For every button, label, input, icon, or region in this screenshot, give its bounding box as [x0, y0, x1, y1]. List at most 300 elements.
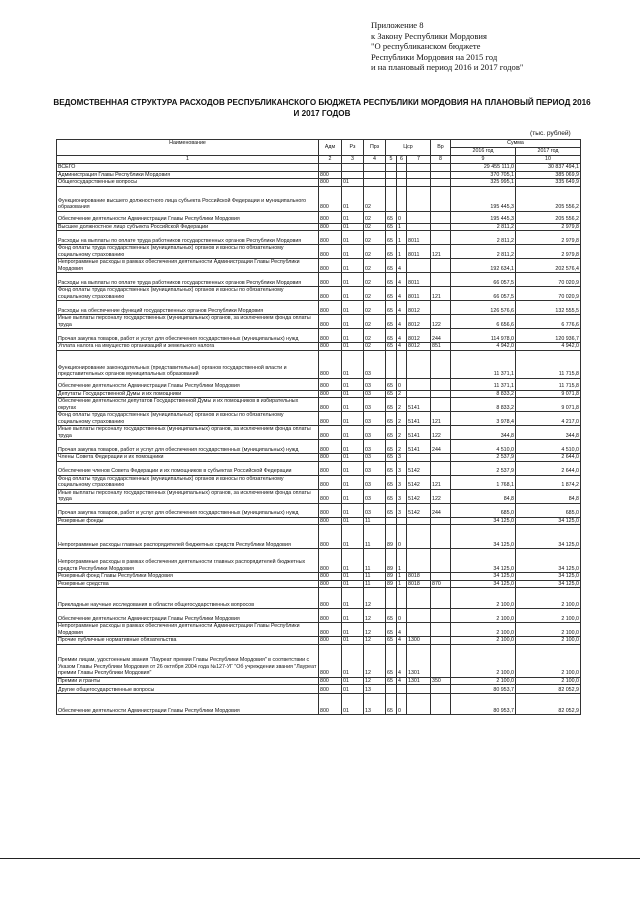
cell-sum-2017: 2 100,0	[516, 623, 581, 637]
cell-name: Прикладные научные исследования в области общегосударственных вопросов	[57, 588, 319, 609]
cell-vr	[431, 637, 451, 645]
cell-csr-program: 65	[386, 644, 397, 677]
cell-csr-subprogram: 1	[397, 580, 407, 588]
cell-prz: 11	[364, 525, 386, 549]
cell-csr-subprogram: 1	[397, 549, 407, 573]
cell-csr-program: 65	[386, 489, 397, 503]
table-row	[57, 489, 581, 503]
cell-csr-subprogram: 1	[397, 231, 407, 245]
cell-prz: 03	[364, 489, 386, 503]
cell-prz: 03	[364, 503, 386, 517]
cell-sum-2016: 34 125,0	[451, 580, 516, 588]
cell-name: Расходы на обеспечение функций государственных органов Республики Мордовия	[57, 301, 319, 315]
cell-csr-program	[386, 588, 397, 609]
cell-name: Непрограммные расходы главных распорядителей бюджетных средств Республики Мордовия	[57, 525, 319, 549]
cell-adm: 800	[319, 390, 342, 398]
cell-sum-2017: 82 052,9	[516, 694, 581, 715]
table-row	[57, 440, 581, 454]
cell-prz: 02	[364, 273, 386, 287]
cell-prz: 02	[364, 186, 386, 211]
cell-csr-direction: 8018	[407, 580, 431, 588]
cell-vr	[431, 573, 451, 581]
cell-rz	[342, 164, 364, 172]
cell-sum-2017: 2 979,8	[516, 245, 581, 259]
cell-sum-2016: 4 942,0	[451, 343, 516, 351]
cell-csr-subprogram: 3	[397, 475, 407, 489]
cell-rz: 01	[342, 223, 364, 231]
cell-vr: 122	[431, 489, 451, 503]
cell-adm: 800	[319, 573, 342, 581]
cell-csr-direction	[407, 164, 431, 172]
cell-name: Непрограммные расходы в рамках обеспечения деятельности главных распорядителей бюджетных средств Республики Мордовия	[57, 549, 319, 573]
cell-rz	[342, 171, 364, 179]
cell-name: ВСЕГО	[57, 164, 319, 172]
header-adm: Адм	[319, 140, 342, 156]
cell-sum-2016: 685,0	[451, 503, 516, 517]
cell-csr-direction	[407, 378, 431, 390]
cell-name: Фонд оплаты труда государственных (муниципальных) органов и взносы по обязательному социальному страхованию	[57, 412, 319, 426]
cell-prz: 12	[364, 644, 386, 677]
cell-prz: 11	[364, 573, 386, 581]
cell-sum-2017: 9 071,8	[516, 390, 581, 398]
cell-csr-subprogram: 3	[397, 454, 407, 462]
cell-sum-2017: 4 217,0	[516, 412, 581, 426]
cell-prz: 03	[364, 350, 386, 378]
cell-prz	[364, 179, 386, 187]
cell-csr-program: 65	[386, 390, 397, 398]
cell-prz: 11	[364, 517, 386, 525]
cell-vr	[431, 461, 451, 475]
cell-prz: 02	[364, 315, 386, 329]
cell-csr-subprogram: 2	[397, 390, 407, 398]
table-row	[57, 343, 581, 351]
cell-adm: 800	[319, 223, 342, 231]
cell-sum-2017: 9 071,8	[516, 398, 581, 412]
cell-name: Прочая закупка товаров, работ и услуг для обеспечения государственных (муниципальных) нужд	[57, 503, 319, 517]
cell-rz: 01	[342, 637, 364, 645]
cell-prz: 03	[364, 398, 386, 412]
cell-sum-2016: 6 656,6	[451, 315, 516, 329]
cell-sum-2016: 11 371,1	[451, 378, 516, 390]
cell-csr-program: 65	[386, 301, 397, 315]
table-row	[57, 609, 581, 623]
cell-sum-2016: 4 510,0	[451, 440, 516, 454]
table-row	[57, 245, 581, 259]
cell-name: Резервные фонды	[57, 517, 319, 525]
table-row	[57, 171, 581, 179]
cell-csr-program: 89	[386, 580, 397, 588]
cell-rz: 01	[342, 315, 364, 329]
cell-vr: 244	[431, 329, 451, 343]
header-csr: Цср	[386, 140, 431, 156]
cell-sum-2016: 325 995,1	[451, 179, 516, 187]
cell-name: Функционирование высшего должностного лица субъекта Российской Федерации и муниципального образования	[57, 186, 319, 211]
table-row	[57, 677, 581, 685]
cell-sum-2017: 84,8	[516, 489, 581, 503]
cell-csr-program	[386, 179, 397, 187]
cell-sum-2016: 34 125,0	[451, 525, 516, 549]
cell-sum-2016: 2 100,0	[451, 609, 516, 623]
table-row	[57, 580, 581, 588]
cell-csr-program: 89	[386, 549, 397, 573]
cell-csr-program: 65	[386, 259, 397, 273]
cell-adm: 800	[319, 315, 342, 329]
cell-csr-subprogram: 4	[397, 677, 407, 685]
header-sum: Сумма	[451, 140, 581, 148]
header-colnum: 6	[397, 156, 407, 164]
cell-csr-subprogram: 2	[397, 440, 407, 454]
cell-sum-2016: 195 445,3	[451, 211, 516, 223]
cell-prz: 12	[364, 637, 386, 645]
cell-prz: 02	[364, 223, 386, 231]
expenditure-table	[56, 139, 581, 715]
cell-name: Обеспечение деятельности Администрации Главы Республики Мордовия	[57, 694, 319, 715]
cell-csr-direction: 5142	[407, 461, 431, 475]
cell-adm: 800	[319, 503, 342, 517]
cell-sum-2017: 205 556,2	[516, 186, 581, 211]
cell-sum-2017: 385 069,9	[516, 171, 581, 179]
cell-csr-subprogram: 2	[397, 412, 407, 426]
cell-csr-direction	[407, 694, 431, 715]
header-colnum: 7	[407, 156, 431, 164]
cell-rz: 01	[342, 259, 364, 273]
cell-sum-2016: 3 978,4	[451, 412, 516, 426]
cell-csr-program: 65	[386, 637, 397, 645]
cell-csr-subprogram: 1	[397, 245, 407, 259]
cell-adm: 800	[319, 609, 342, 623]
cell-name: Обеспечение членов Совета Федерации и их помощников в субъектах Российской Федерации	[57, 461, 319, 475]
cell-csr-direction: 5142	[407, 503, 431, 517]
page-bottom-rule	[0, 858, 640, 859]
cell-sum-2017: 2 100,0	[516, 637, 581, 645]
cell-prz: 02	[364, 343, 386, 351]
cell-adm: 800	[319, 245, 342, 259]
cell-csr-direction	[407, 454, 431, 462]
cell-rz: 01	[342, 489, 364, 503]
cell-csr-program: 89	[386, 525, 397, 549]
cell-csr-program	[386, 685, 397, 694]
cell-vr: 121	[431, 412, 451, 426]
cell-name: Премии и гранты	[57, 677, 319, 685]
cell-vr: 122	[431, 315, 451, 329]
cell-rz: 01	[342, 398, 364, 412]
cell-sum-2017: 30 837 494,1	[516, 164, 581, 172]
cell-csr-subprogram: 4	[397, 287, 407, 301]
cell-csr-subprogram: 2	[397, 426, 407, 440]
cell-name: Иные выплаты персоналу государственных (муниципальных) органов, за исключением фонда оплаты труда	[57, 315, 319, 329]
cell-name: Резервные средства	[57, 580, 319, 588]
cell-adm: 800	[319, 186, 342, 211]
cell-rz: 01	[342, 609, 364, 623]
table-row	[57, 525, 581, 549]
cell-csr-program: 65	[386, 694, 397, 715]
cell-csr-direction	[407, 350, 431, 378]
header-colnum: 9	[451, 156, 516, 164]
cell-csr-direction	[407, 390, 431, 398]
cell-sum-2016: 34 125,0	[451, 573, 516, 581]
cell-sum-2017: 70 020,9	[516, 273, 581, 287]
cell-rz: 01	[342, 580, 364, 588]
cell-name: Фонд оплаты труда государственных (муниципальных) органов и взносы по обязательному социальному страхованию	[57, 287, 319, 301]
cell-sum-2017: 2 100,0	[516, 588, 581, 609]
table-row	[57, 644, 581, 677]
cell-rz: 01	[342, 685, 364, 694]
cell-csr-direction: 8012	[407, 329, 431, 343]
cell-sum-2016: 2 100,0	[451, 623, 516, 637]
cell-rz: 01	[342, 378, 364, 390]
table-row	[57, 426, 581, 440]
appendix-line: и на плановый период 2016 и 2017 годов"	[371, 62, 524, 73]
cell-sum-2017: 335 649,9	[516, 179, 581, 187]
cell-rz: 01	[342, 644, 364, 677]
cell-adm: 800	[319, 677, 342, 685]
cell-sum-2017: 34 125,0	[516, 573, 581, 581]
cell-csr-direction: 5141	[407, 426, 431, 440]
cell-csr-subprogram	[397, 186, 407, 211]
cell-csr-program: 65	[386, 211, 397, 223]
cell-csr-program: 65	[386, 426, 397, 440]
cell-adm: 800	[319, 398, 342, 412]
cell-name: Иные выплаты персоналу государственных (муниципальных) органов, за исключением фонда оплаты труда	[57, 489, 319, 503]
header-colnum: 3	[342, 156, 364, 164]
cell-rz: 01	[342, 573, 364, 581]
cell-prz: 02	[364, 301, 386, 315]
cell-name: Обеспечение деятельности Администрации Главы Республики Мордовия	[57, 211, 319, 223]
cell-sum-2017: 34 125,0	[516, 517, 581, 525]
cell-csr-subprogram	[397, 164, 407, 172]
appendix-line: Приложение 8	[371, 20, 424, 30]
cell-sum-2016: 195 445,3	[451, 186, 516, 211]
header-rz: Рз	[342, 140, 364, 156]
table-row	[57, 378, 581, 390]
table-row	[57, 412, 581, 426]
header-colnum: 8	[431, 156, 451, 164]
table-row	[57, 517, 581, 525]
table-row	[57, 231, 581, 245]
cell-csr-program	[386, 186, 397, 211]
cell-prz: 02	[364, 287, 386, 301]
cell-prz: 03	[364, 475, 386, 489]
cell-csr-program: 65	[386, 398, 397, 412]
cell-sum-2016: 66 057,5	[451, 287, 516, 301]
cell-vr	[431, 390, 451, 398]
header-name: Наименование	[57, 140, 319, 156]
cell-rz: 01	[342, 287, 364, 301]
cell-csr-subprogram: 1	[397, 573, 407, 581]
cell-sum-2017: 2 979,8	[516, 223, 581, 231]
cell-prz: 13	[364, 694, 386, 715]
cell-sum-2016: 2 100,0	[451, 588, 516, 609]
cell-csr-subprogram	[397, 517, 407, 525]
cell-name: Функционирование законодательных (представительных) органов государственной власти и представительных органов муниципальных образований	[57, 350, 319, 378]
cell-sum-2016: 80 953,7	[451, 685, 516, 694]
cell-adm: 800	[319, 454, 342, 462]
table-row	[57, 573, 581, 581]
cell-vr: 244	[431, 503, 451, 517]
cell-vr	[431, 171, 451, 179]
cell-vr	[431, 164, 451, 172]
cell-sum-2016: 29 455 111,0	[451, 164, 516, 172]
cell-name: Непрограммные расходы в рамках обеспечения деятельности Администрации Главы Республики Мордовия	[57, 259, 319, 273]
cell-name: Фонд оплаты труда государственных (муниципальных) органов и взносы по обязательному социальному страхованию	[57, 475, 319, 489]
cell-adm: 800	[319, 179, 342, 187]
cell-csr-program: 89	[386, 573, 397, 581]
cell-csr-subprogram: 4	[397, 301, 407, 315]
cell-prz: 02	[364, 245, 386, 259]
cell-csr-subprogram: 0	[397, 694, 407, 715]
cell-rz: 01	[342, 343, 364, 351]
cell-adm: 800	[319, 549, 342, 573]
cell-rz: 01	[342, 677, 364, 685]
cell-vr: 121	[431, 245, 451, 259]
cell-adm: 800	[319, 461, 342, 475]
cell-csr-program: 65	[386, 245, 397, 259]
header-2017: 2017 год	[516, 148, 581, 156]
cell-rz: 01	[342, 350, 364, 378]
cell-adm: 800	[319, 287, 342, 301]
table-row	[57, 637, 581, 645]
cell-adm: 800	[319, 350, 342, 378]
header-colnum: 10	[516, 156, 581, 164]
cell-vr	[431, 350, 451, 378]
cell-csr-direction: 8011	[407, 231, 431, 245]
cell-vr	[431, 179, 451, 187]
cell-sum-2016: 126 576,6	[451, 301, 516, 315]
cell-vr	[431, 694, 451, 715]
cell-csr-subprogram: 4	[397, 315, 407, 329]
table-row	[57, 273, 581, 287]
cell-vr: 350	[431, 677, 451, 685]
cell-csr-program: 65	[386, 329, 397, 343]
cell-csr-direction: 1300	[407, 637, 431, 645]
cell-rz: 01	[342, 454, 364, 462]
cell-rz: 01	[342, 517, 364, 525]
cell-sum-2017: 120 936,7	[516, 329, 581, 343]
cell-rz: 01	[342, 623, 364, 637]
cell-name: Обеспечение деятельности Администрации Главы Республики Мордовия	[57, 378, 319, 390]
cell-csr-program: 65	[386, 503, 397, 517]
cell-vr	[431, 273, 451, 287]
cell-csr-direction: 8011	[407, 245, 431, 259]
cell-sum-2016: 2 100,0	[451, 644, 516, 677]
cell-vr: 122	[431, 426, 451, 440]
cell-rz: 01	[342, 211, 364, 223]
cell-csr-program	[386, 171, 397, 179]
cell-prz: 11	[364, 580, 386, 588]
cell-csr-subprogram: 4	[397, 637, 407, 645]
cell-vr	[431, 609, 451, 623]
header-vr: Вр	[431, 140, 451, 156]
cell-adm: 800	[319, 171, 342, 179]
cell-csr-subprogram: 2	[397, 398, 407, 412]
cell-prz: 02	[364, 329, 386, 343]
cell-sum-2016: 11 371,1	[451, 350, 516, 378]
cell-sum-2017: 1 874,2	[516, 475, 581, 489]
table-row	[57, 398, 581, 412]
appendix-line: "О республиканском бюджете	[371, 41, 481, 52]
cell-csr-subprogram: 4	[397, 343, 407, 351]
cell-csr-direction: 5141	[407, 398, 431, 412]
cell-csr-program: 65	[386, 677, 397, 685]
table-row	[57, 623, 581, 637]
cell-prz: 03	[364, 461, 386, 475]
cell-sum-2016: 2 811,2	[451, 231, 516, 245]
cell-csr-subprogram: 4	[397, 623, 407, 637]
cell-sum-2017: 2 100,0	[516, 677, 581, 685]
cell-csr-direction	[407, 223, 431, 231]
cell-name: Другие общегосударственные вопросы	[57, 685, 319, 694]
cell-rz: 01	[342, 549, 364, 573]
cell-adm: 800	[319, 259, 342, 273]
cell-csr-direction	[407, 588, 431, 609]
cell-sum-2017: 205 556,2	[516, 211, 581, 223]
table-row	[57, 164, 581, 172]
table-row	[57, 287, 581, 301]
table-row	[57, 390, 581, 398]
cell-name: Прочие публичные нормативные обязательства	[57, 637, 319, 645]
cell-adm: 800	[319, 343, 342, 351]
cell-csr-program: 65	[386, 343, 397, 351]
cell-sum-2017: 344,8	[516, 426, 581, 440]
table-body	[57, 164, 581, 715]
cell-prz: 03	[364, 454, 386, 462]
table-row	[57, 223, 581, 231]
cell-rz: 01	[342, 461, 364, 475]
cell-csr-direction	[407, 259, 431, 273]
cell-rz: 01	[342, 440, 364, 454]
cell-sum-2016: 192 634,1	[451, 259, 516, 273]
cell-csr-direction: 1301	[407, 677, 431, 685]
cell-adm: 800	[319, 273, 342, 287]
cell-csr-subprogram: 4	[397, 273, 407, 287]
appendix-line: к Закону Республики Мордовия	[371, 30, 487, 41]
cell-csr-subprogram	[397, 350, 407, 378]
cell-name: Расходы на выплаты по оплате труда работников государственных органов Республики Мордовия	[57, 231, 319, 245]
cell-csr-program: 65	[386, 412, 397, 426]
cell-sum-2016: 66 057,5	[451, 273, 516, 287]
cell-name: Непрограммные расходы в рамках обеспечения деятельности Администрации Главы Республики Мордовия	[57, 623, 319, 637]
cell-vr	[431, 623, 451, 637]
cell-vr	[431, 454, 451, 462]
cell-sum-2016: 80 953,7	[451, 694, 516, 715]
cell-sum-2016: 114 978,0	[451, 329, 516, 343]
cell-adm: 800	[319, 517, 342, 525]
cell-csr-direction: 5142	[407, 489, 431, 503]
cell-sum-2016: 2 100,0	[451, 637, 516, 645]
table-header	[57, 140, 581, 164]
cell-sum-2016: 84,8	[451, 489, 516, 503]
cell-vr	[431, 398, 451, 412]
cell-csr-program	[386, 517, 397, 525]
cell-name: Премии лицам, удостоенным звания "Лауреат премии Главы Республики Мордовия" в соответствии с Указом Главы Республики Мордовия от 26 октября 2004 года №127-УГ "Об учреждении звания "Лауреат премии Главы Республики Мордовия"	[57, 644, 319, 677]
cell-csr-direction: 8018	[407, 573, 431, 581]
cell-rz: 01	[342, 390, 364, 398]
cell-csr-subprogram	[397, 685, 407, 694]
cell-adm: 800	[319, 301, 342, 315]
header-colnum: 5	[386, 156, 397, 164]
cell-csr-direction: 5141	[407, 440, 431, 454]
cell-rz: 01	[342, 179, 364, 187]
cell-csr-subprogram: 0	[397, 378, 407, 390]
cell-csr-subprogram: 0	[397, 211, 407, 223]
cell-adm: 800	[319, 525, 342, 549]
cell-csr-direction	[407, 211, 431, 223]
cell-sum-2016: 8 833,2	[451, 398, 516, 412]
cell-csr-direction: 8012	[407, 315, 431, 329]
table-row	[57, 461, 581, 475]
cell-name: Фонд оплаты труда государственных (муниципальных) органов и взносы по обязательному социальному страхованию	[57, 245, 319, 259]
cell-vr: 244	[431, 440, 451, 454]
